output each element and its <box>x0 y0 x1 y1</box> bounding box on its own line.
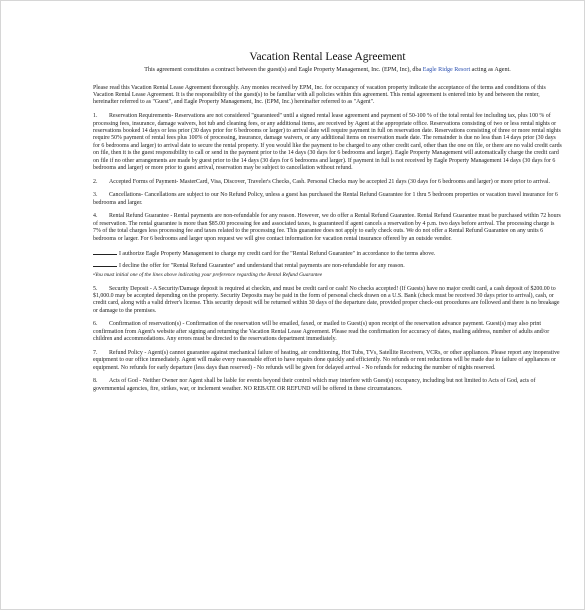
section-number: 1. <box>93 113 98 120</box>
decline-initial-line <box>93 261 562 270</box>
section-number: 4. <box>93 213 98 220</box>
section-5 <box>93 286 562 316</box>
section-text: Acts of God - Neither Owner nor Agent shall be liable for events beyond their control which may interfere with Guest(s) occupancy, including but not limited to Acts of God, acts of governmental agencies, fire, strikes, war, or inclement weather. NO REBATE OR REFUND will be offered in these circumstances. <box>93 378 536 392</box>
section-text: Reservation Requirements- Reservations are not considered "guaranteed" until a signed rental lease agreement and payment of 50-100 % of the total rental fee including tax, plus 100 % of processing fees, insurance, damage waivers, hot tub and cleaning fees, or any additional items, are received by Agent at the appropriate office. Reservations consisting of two or less rental nights or reservations booked 14 days or less prior (30 days prior for 6 bedrooms or larger) to arrival date will require payment in full on reservation date. Reservations consisting of three or more rental nights require 50% payment of rental fees plus 100% of processing, insurance, damage waivers, or any additional items on reservation made date. The remainder is due no less than 14 days prior (30 days for 6 bedrooms and larger) to arrival date to secure the rental property. If you would like the payment to be charged to any other credit card, other than the one on file, or there are no valid credit cards on file, then it is the guest responsibility to call or send in the payment prior to the 14 days (30 days for 6 bedrooms and larger). Eagle Property Management will automatically charge the credit card on file if no other arrangements are made by guest prior to the 14 days (30 days for 6 bedrooms and larger). If payment in full is not received by Eagle Property Management 14 days (30 days for 6 bedrooms and larger) or more prior to guest arrival, reservation may be subject to cancellation without refund. <box>93 113 562 171</box>
section-text: Confirmation of reservation(s) - Confirmation of the reservation will be emailed, faxed, or mailed to Guest(s) upon receipt of the reservation advance payment. Guest(s) may also print confirmation from Agent's website after signing and returning the Vacation Rental Lease Agreement. Please read the confirmation for accuracy of dates, mailing address, number of adults and/or children and accommodations. Any errors must be directed to the reservations department immediately. <box>93 321 550 343</box>
section-3 <box>93 192 562 207</box>
section-4 <box>93 213 562 243</box>
section-1 <box>93 113 562 172</box>
section-7 <box>93 350 562 372</box>
section-text: Cancellations- Cancellations are subject to our No Refund Policy, unless a guest has purchased the Rental Refund Guarantee for 1 thru 5 bedroom properties or vacation travel insurance for 6 bedrooms and larger. <box>93 192 558 206</box>
intro-paragraph <box>93 67 562 75</box>
section-text: Rental Refund Guarantee - Rental payments are non-refundable for any reason. However, we do offer a Rental Refund Guarantee. Rental Refund Guarantee must be purchased within 72 hours of reservation. The rental guarantee is more than $85.00 processing fee and associated taxes, is guaranteed if agent cancels a reservation by 4 p.m. two days before arrival. The processing charge is 7% of the total charges less processing fee and taxes related to the processing fee. This guarantee does not apply to early check outs. We do not offer a Rental Refund Guarantee on any units 6 bedrooms or larger. For 6 bedrooms and larger upon request we will give contact information for vacation rental insurance offered by an outside vendor. <box>93 213 561 242</box>
section-text: Refund Policy - Agent(s) cannot guarantee against mechanical failure of heating, air conditioning, Hot Tubs, TVs, Satellite Receivers, VCRs, or other appliances. Please report any inoperative equipment to our office immediately. Agent will make every reasonable effort to have repairs done quickly and efficiently. No refunds or rent reductions will be made due to failure of appliances or equipment. No refunds for early departure (less days than reserved) - No refunds will be given for delayed arrival - No refunds for reducing the number of nights reserved. <box>93 349 560 371</box>
decline-text: I decline the offer for "Rental Refund Guarantee" and understand that rental payments are non-refundable for any reason. <box>119 262 405 269</box>
section-number: 2. <box>93 178 98 185</box>
initial-note: •You must initial one of the lines above indicating your preference regarding the Rental Refund Guarantee <box>93 272 323 279</box>
resort-link[interactable]: Eagle Ridge Resort <box>422 67 471 73</box>
preamble-paragraph: Please read this Vacation Rental Lease Agreement thoroughly. Any monies received by EPM, Inc. for occupancy of vacation property indicate the acceptance of the terms and conditions of this Vacation Rental Lease Agreement. It is the responsibility of the guest(s) to be familiar with all policies within this agreement. This rental agreement is entered into by and between the renter, hereinafter referred to as "Guest", and Eagle Property Management, Inc. (EPM, Inc.) hereinafter referred to as "Agent". <box>93 84 546 106</box>
section-8 <box>93 378 562 393</box>
section-number: 5. <box>93 285 98 292</box>
authorize-initial-line <box>93 249 562 258</box>
section-number: 7. <box>93 349 98 356</box>
intro-text-before: This agreement constitutes a contract between the guest(s) and Eagle Property Management, Inc. (EPM, Inc), dba <box>144 67 423 73</box>
section-2 <box>93 179 562 186</box>
section-number: 8. <box>93 378 98 385</box>
initial-blank-authorize[interactable] <box>93 249 117 255</box>
section-6 <box>93 321 562 343</box>
section-text: Security Deposit - A Security/Damage deposit is required at checkin, and must be credit card or cash! No checks accepted! (If Guests) have no major credit card, a cash deposit of $200.00 to $1,000.0 may be accepted depending on the property. Security Deposits may be paid in the form of personal check drawn on a U.S. Bank (check must be received 30 days prior to arrival), cash, or credit card, along with a valid driver's license. This security deposit will be returned within 30 days of the departure date, provided proper check-out procedures are followed and there is no breakage or damage to the premises. <box>93 285 560 314</box>
document-title: Vacation Rental Lease Agreement <box>249 51 406 63</box>
intro-text-after: acting as Agent. <box>470 67 511 73</box>
section-number: 3. <box>93 192 98 199</box>
initial-blank-decline[interactable] <box>93 261 117 267</box>
authorize-text: I authorize Eagle Property Management to charge my credit card for the "Rental Refund Guarantee" in accordance to the terms above. <box>119 251 436 258</box>
section-number: 6. <box>93 321 98 328</box>
section-text: Accepted Forms of Payment- MasterCard, Visa, Discover, Traveler's Checks, Cash. Personal Checks may be accepted 21 days (30 days for 6 bedrooms and larger) or more prior to arrival. <box>109 178 550 185</box>
